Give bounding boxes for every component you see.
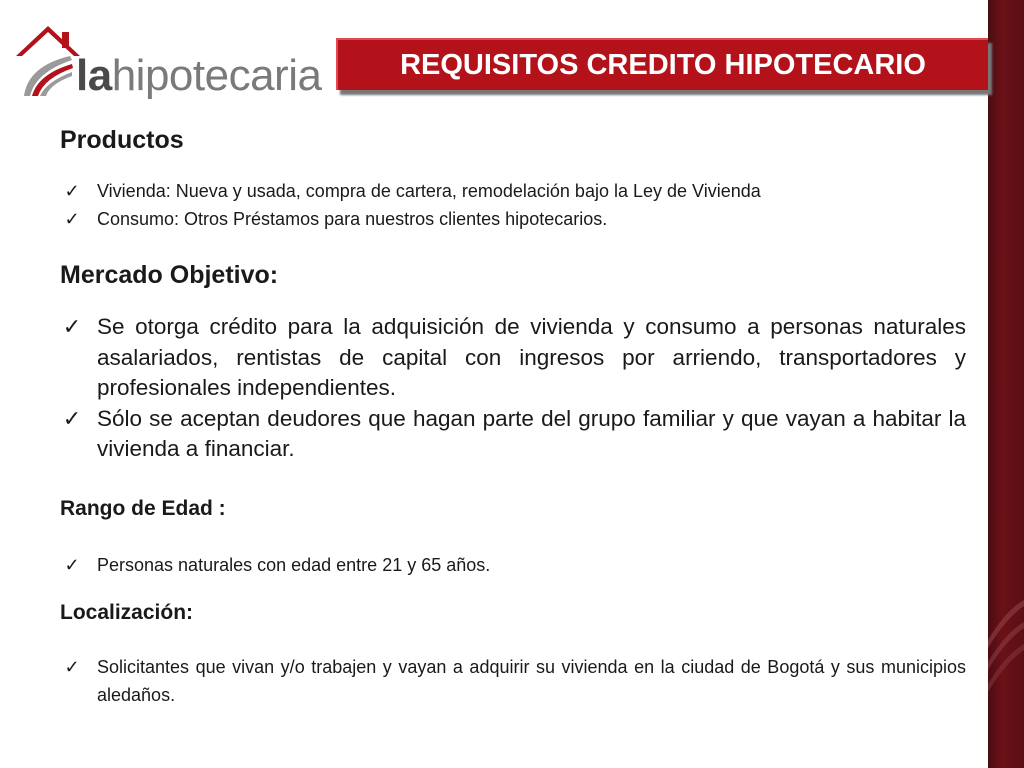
slide-content — [60, 120, 966, 709]
section-heading-mercado: Mercado Objetivo: — [60, 261, 279, 289]
checkmark-icon: ✓ — [64, 209, 80, 229]
list-item-text: Consumo: Otros Préstamos para nuestros clientes hipotecarios. — [97, 209, 608, 229]
list-item — [60, 404, 966, 465]
list-item-text: Vivienda: Nueva y usada, compra de cartera, remodelación bajo la Ley de Vivienda — [97, 181, 761, 201]
checkmark-icon: ✓ — [64, 656, 80, 677]
list-edad — [60, 551, 966, 579]
list-item-text: Sólo se aceptan deudores que hagan parte del grupo familiar y que vayan a habitar la vivienda a financiar. — [97, 405, 966, 461]
title-banner — [336, 38, 988, 90]
section-heading-productos: Productos — [60, 126, 184, 154]
logo-text-la: la — [76, 51, 112, 100]
section-productos — [60, 126, 966, 233]
list-item — [60, 551, 966, 579]
checkmark-icon: ✓ — [64, 554, 80, 575]
checkmark-icon: ✓ — [62, 314, 82, 339]
page-title: REQUISITOS CREDITO HIPOTECARIO — [400, 48, 926, 81]
list-item-text: Se otorga crédito para la adquisición de vivienda y consumo a personas naturales asalariados, rentistas de capital con ingresos por arriendo, transportadores y profesionales independientes. — [97, 314, 966, 400]
side-decorative-band — [988, 0, 1024, 768]
logo-wordmark — [76, 51, 322, 100]
list-item-text: Solicitantes que vivan y/o trabajen y vayan a adquirir su vivienda en la ciudad de Bogotá y sus municipios aledaños. — [97, 656, 966, 705]
section-mercado-objetivo — [60, 261, 966, 465]
checkmark-icon: ✓ — [64, 181, 80, 201]
list-item-text: Personas naturales con edad entre 21 y 65 años. — [97, 554, 491, 575]
list-item — [60, 653, 966, 709]
band-swoosh-graphic — [988, 0, 1024, 768]
list-mercado — [60, 312, 966, 465]
section-heading-localizacion: Localización: — [60, 600, 194, 624]
list-productos — [60, 177, 966, 233]
company-logo — [14, 22, 334, 102]
list-item — [60, 177, 966, 205]
list-item — [60, 312, 966, 404]
section-rango-edad — [60, 497, 966, 579]
section-heading-edad: Rango de Edad : — [60, 496, 226, 520]
section-localizacion — [60, 601, 966, 709]
house-icon — [14, 22, 84, 102]
list-localizacion — [60, 653, 966, 709]
checkmark-icon: ✓ — [62, 405, 82, 431]
logo-text-hipotecaria: hipotecaria — [111, 51, 322, 100]
list-item — [60, 205, 966, 233]
